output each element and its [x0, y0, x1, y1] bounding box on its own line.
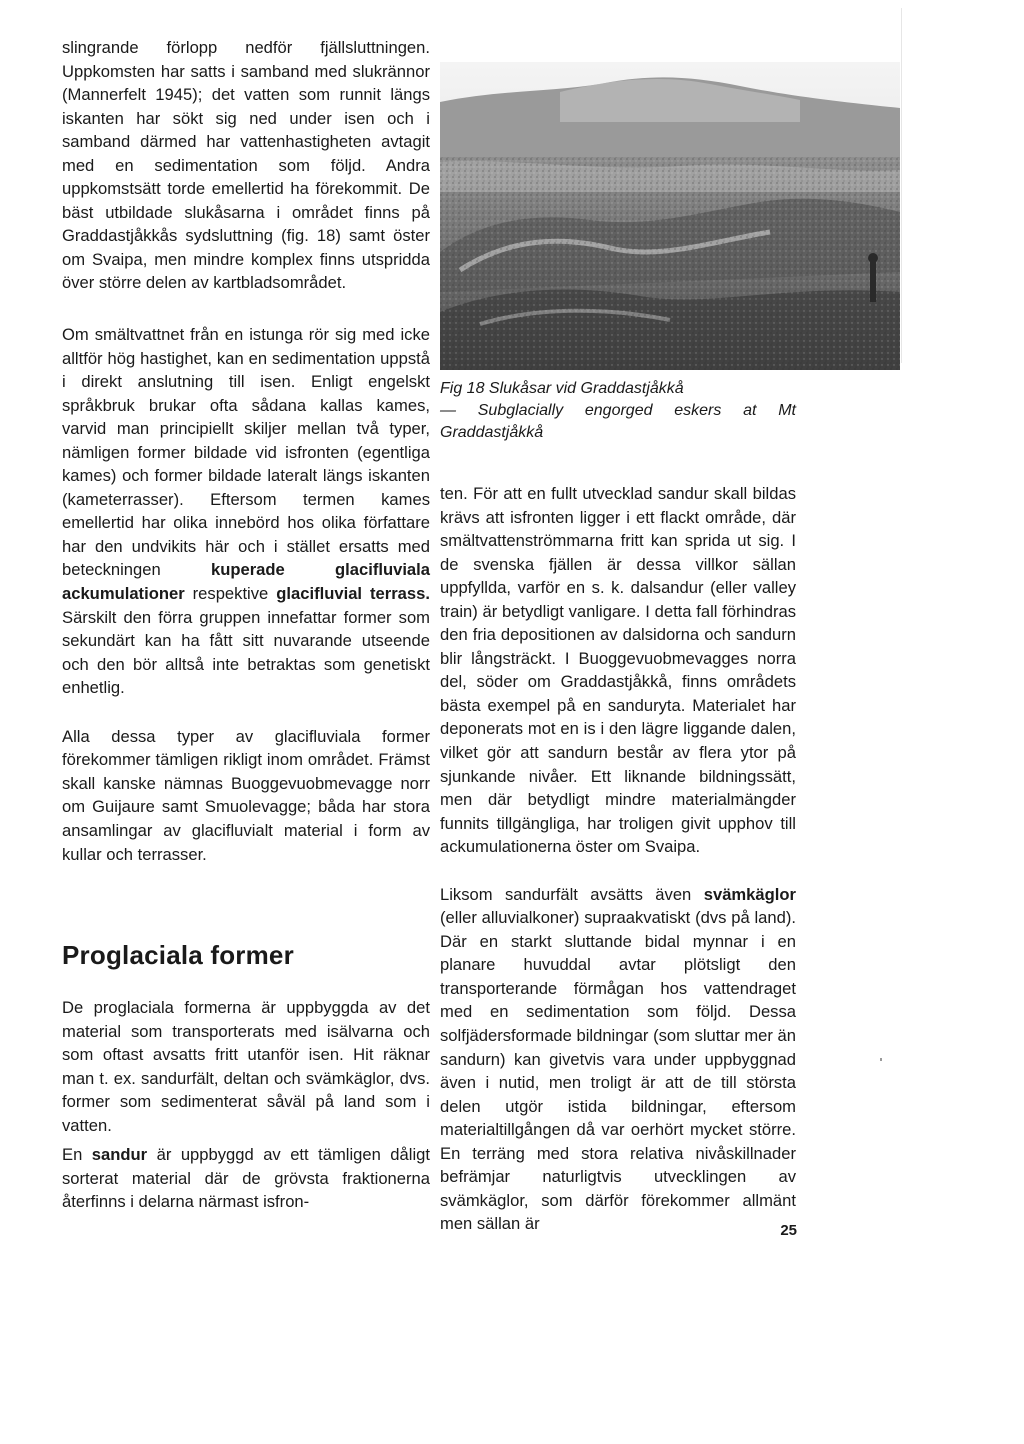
term-svamkaglor: svämkäglor [703, 884, 796, 904]
caption-swedish: Fig 18 Slukåsar vid Graddastjåkkå [440, 380, 684, 397]
text-span: Särskilt den förra gruppen innefattar former som sekundärt kan ha fått sitt nuvarande utseende och den bör alltså inte betraktas som genetiskt enhetlig. [62, 607, 430, 698]
term-sandur: sandur [91, 1145, 148, 1165]
text-span: respektive [192, 584, 269, 604]
right-text-column [440, 482, 796, 1236]
text-span: (eller alluvialkoner) supraakvatiskt (dvs på land). Där en starkt sluttande bidal mynnar i en planare huvuddal avtar plötsligt den transporterande förmågan hos vattendraget med en sedimentation som följd. Dessa solfjädersformade bildningar (som sluttar mer än sandurn) kan givetvis vara under uppbyggnad även i nutid, men troligt är att de till största delen utgör istida bildningar, eftersom materialtillgången då var oerhört mycket större. En terräng med stora relativa nivåskillnader befrämjar naturligtvis utvecklingen av svämkäglor, som därför förekommer allmänt men sällan är [440, 908, 796, 1234]
paragraph-proglacial: De proglaciala formerna är uppbyggda av det material som transporterats med isälvarna och som oftast avsatts fritt utanför isen. Hit räknar man t. ex. sandurfält, deltan och svämkäglor, dvs. former som sedimenterat såväl på land som i vatten. [62, 998, 430, 1135]
section-heading: Proglaciala former [62, 940, 294, 971]
text-span: En [62, 1145, 83, 1165]
paragraph-kames [62, 323, 430, 700]
page-number: 25 [780, 1222, 797, 1239]
landscape-photo-image [440, 62, 900, 370]
text-span: Om smältvattnet från en istunga rör sig med icke alltför hög hastighet, kan en sedimentation uppstå i direkt anslutning till isen. Enligt engelskt språkbruk brukar ofta sådana kallas kames, varvid man principiellt skiljer mellan två typer, nämligen former bildade vid isfronten (egentliga kames) och former bildade lateralt längs iskanten (kameterrasser). Eftersom termen kames emellertid har olika innebörd hos olika författare har den undvikits här och i stället ersatts med beteckningen [62, 325, 430, 580]
term-terrass: glacifluvial terrass. [276, 584, 430, 604]
caption-english: — Subglacially engorged eskers at Mt Graddastjåkkå [440, 402, 796, 441]
figure-photo [440, 62, 900, 370]
left-text-column [62, 36, 430, 1214]
figure-caption [440, 378, 796, 444]
paragraph-sandur-continued: ten. För att en fullt utvecklad sandur skall bildas krävs att isfronten ligger i ett flackt område, där smältvattenströmmarna fritt kan sprida ut sig. I de svenska fjällen är dessa villkor sällan uppfyllda, varför en s. k. dalsandur (eller valley train) är betydligt vanligare. I detta fall förhindras den fria depositionen av dalsidorna och sandurn blir långsträckt. I Buoggevuobmevagges norra del, söder om Graddastjåkkå, finns områdets bästa exempel på en sanduryta. Materialet har deponerats mot en is i den lägre liggande dalen, vilket gör att sandurn består av flera ytor på sjunkande nivåer. Ett liknande bildningssätt, men där betydligt mindre materialmängder funnits tillgängliga, har troligen givit upphov till ackumulationerna öster om Svaipa. [440, 484, 796, 857]
paragraph-svamkaglor [440, 883, 796, 1236]
text-span: Liksom sandurfält avsätts även [440, 884, 692, 904]
paragraph-occurrence: Alla dessa typer av glacifluviala former förekommer tämligen rikligt inom området. Främst skall kanske nämnas Buoggevuobmevagge norr om Guijaure samt Smuolevagge; båda har stora ansamlingar av glacifluvialt material i form av kullar och terrasser. [62, 726, 430, 864]
paragraph-slukasar: slingrande förlopp nedför fjällsluttningen. Uppkomsten har satts i samband med slukrännor (Mannerfelt 1945); det vatten som runnit längs iskanten har sökt sig ned under isen och i samband därmed har vattenhastigheten avtagit med en sedimentation som följd. Andra uppkomstsätt torde emellertid ha förekommit. De bäst utbildade slukåsarna i området finns på Graddastjåkkås sydsluttning (fig. 18) samt öster om Svaipa, men mindre komplex finns utspridda över större delen av kartbladsområdet. [62, 38, 430, 293]
scan-speck [880, 1058, 882, 1061]
term-kuperade: kuperade glacifluviala ackumulationer [62, 560, 430, 604]
scan-margin-line [901, 8, 902, 363]
text-span: är uppbyggd av ett tämligen dåligt sorterat material där de grövsta fraktionerna återfinns i delarna närmast isfron- [62, 1145, 430, 1212]
paragraph-sandur [62, 1143, 430, 1214]
